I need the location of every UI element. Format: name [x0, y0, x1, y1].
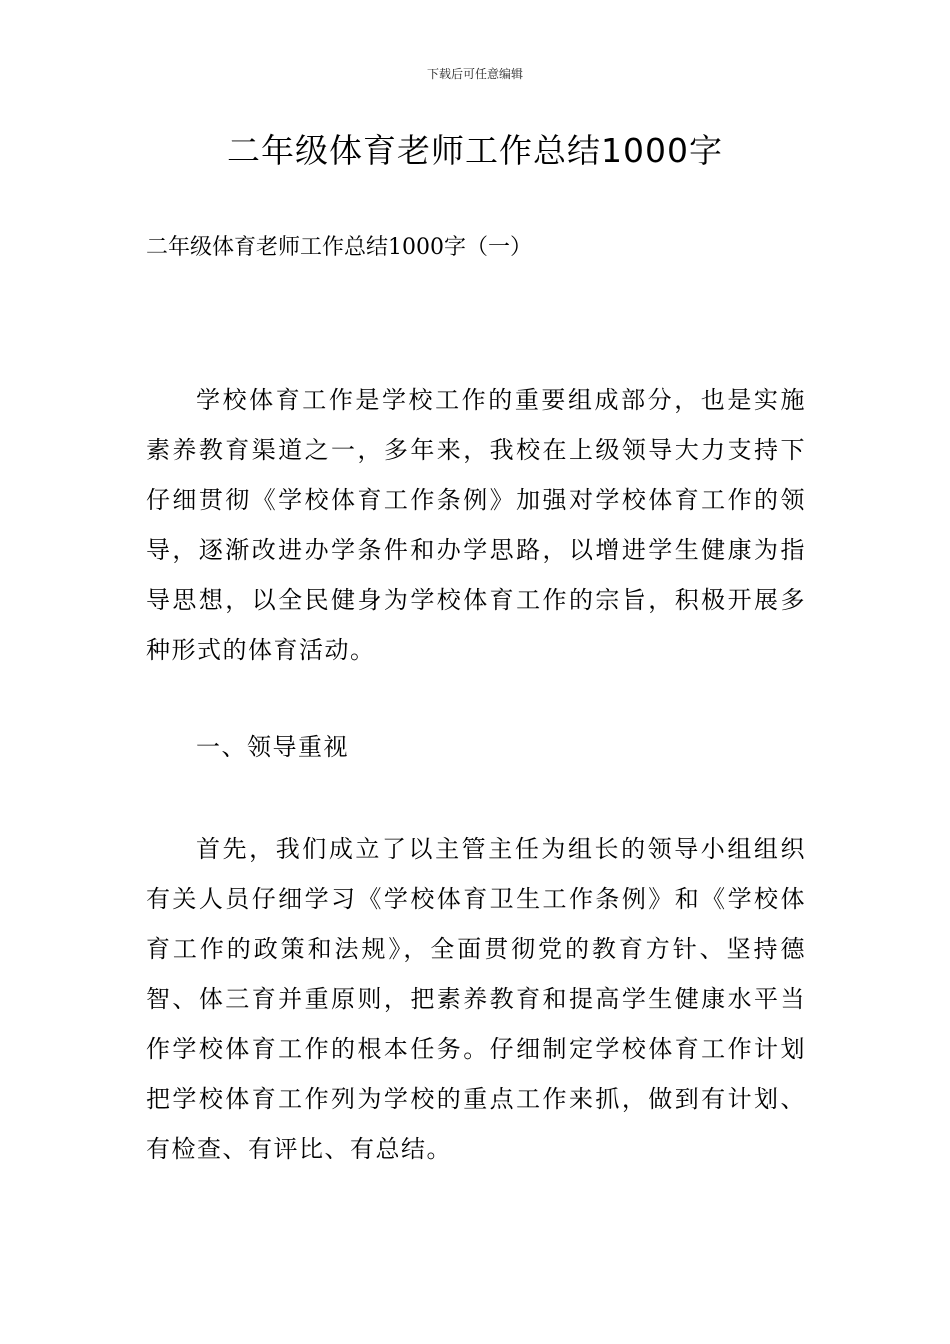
header-note: 下载后可任意编辑: [426, 67, 523, 81]
paragraph-leadership: 首先，我们成立了以主管主任为组长的领导小组组织有关人员仔细学习《学校体育卫生工作条例》和《学校体育工作的政策和法规》，全面贯彻党的教育方针、坚持德智、体三育并重原则，把素养教育和提高学生健康水平当作学校体育工作的根本任务。仔细制定学校体育工作计划把学校体育工作列为学校的重点工作来抓，做到有计划、有检查、有评比、有总结。: [146, 835, 806, 1163]
document-title: 二年级体育老师工作总结1000字: [227, 131, 723, 170]
document-subtitle: 二年级体育老师工作总结1000字（一）: [146, 235, 532, 260]
section-heading: 一、领导重视: [196, 733, 349, 761]
paragraph-intro: 学校体育工作是学校工作的重要组成部分，也是实施素养教育渠道之一，多年来，我校在上级领导大力支持下仔细贯彻《学校体育工作条例》加强对学校体育工作的领导，逐渐改进办学条件和办学思路，以增进学生健康为指导思想，以全民健身为学校体育工作的宗旨，积极开展多种形式的体育活动。: [146, 386, 806, 664]
